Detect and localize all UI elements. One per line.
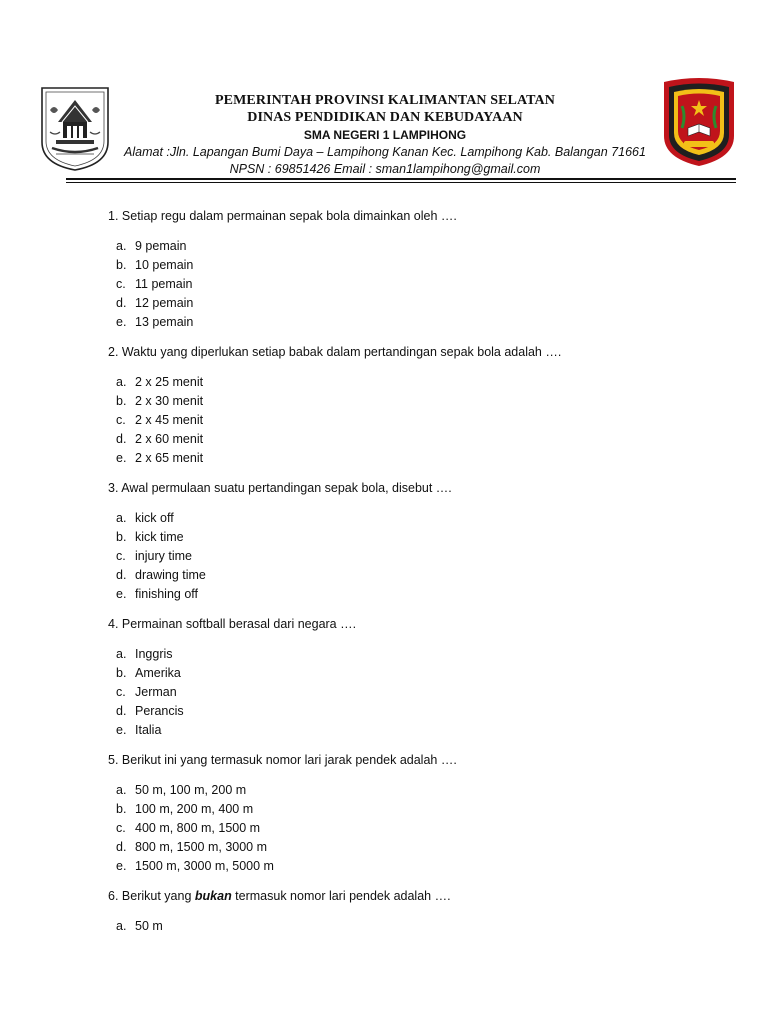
option-text: finishing off (135, 587, 199, 601)
school-emblem-icon (662, 76, 736, 168)
option-letter: a. (116, 375, 127, 389)
option-text: 1500 m, 3000 m, 5000 m (135, 859, 274, 873)
option-item (116, 509, 728, 528)
option-letter: c. (116, 277, 126, 291)
option-letter: d. (116, 296, 127, 310)
option-list (116, 645, 728, 740)
option-letter: b. (116, 666, 127, 680)
option-text: 2 x 60 menit (135, 432, 204, 446)
option-text: 9 pemain (135, 239, 187, 253)
option-letter: c. (116, 413, 126, 427)
question-6 (108, 887, 728, 936)
option-letter: b. (116, 258, 127, 272)
option-letter: e. (116, 859, 127, 873)
question-stem: Berikut ini yang termasuk nomor lari jarak pendek adalah …. (121, 753, 457, 767)
question-stem-start: Berikut yang (121, 889, 195, 903)
letterhead-department: DINAS PENDIDIKAN DAN KEBUDAYAAN (247, 110, 523, 125)
option-letter: a. (116, 511, 127, 525)
question-stem: Setiap regu dalam permainan sepak bola dimainkan oleh …. (121, 209, 457, 223)
option-text: Amerika (135, 666, 181, 680)
option-letter: e. (116, 587, 127, 601)
option-text: 50 m, 100 m, 200 m (135, 783, 247, 797)
option-item (116, 702, 728, 721)
option-letter: d. (116, 568, 127, 582)
option-text: 12 pemain (135, 296, 194, 310)
letterhead-divider-thick (66, 178, 736, 180)
option-item (116, 819, 728, 838)
option-item (116, 547, 728, 566)
question-number: 1. (108, 209, 119, 223)
letterhead-government: PEMERINTAH PROVINSI KALIMANTAN SELATAN (215, 93, 555, 108)
option-letter: d. (116, 840, 127, 854)
letterhead-contact: NPSN : 69851426 Email : sman1lampihong@gmail.com (229, 162, 541, 176)
option-list (116, 237, 728, 332)
option-list (116, 781, 728, 876)
question-number: 3. (108, 481, 119, 495)
question-3 (108, 479, 728, 604)
option-text: 50 m (135, 919, 163, 933)
option-text: Italia (135, 723, 162, 737)
option-text: 100 m, 200 m, 400 m (135, 802, 254, 816)
question-text (108, 207, 728, 225)
option-text: Perancis (135, 704, 184, 718)
option-letter: c. (116, 821, 126, 835)
question-stem: Permainan softball berasal dari negara …. (121, 617, 357, 631)
option-letter: a. (116, 783, 127, 797)
question-1 (108, 207, 728, 332)
question-stem-end: termasuk nomor lari pendek adalah …. (231, 889, 451, 903)
option-text: drawing time (135, 568, 206, 582)
question-5 (108, 751, 728, 876)
option-item (116, 838, 728, 857)
option-letter: c. (116, 685, 126, 699)
option-item (116, 917, 728, 936)
option-letter: d. (116, 704, 127, 718)
option-item (116, 449, 728, 468)
option-item (116, 857, 728, 876)
option-list (116, 509, 728, 604)
option-item (116, 430, 728, 449)
option-item (116, 237, 728, 256)
option-item (116, 721, 728, 740)
option-letter: d. (116, 432, 127, 446)
option-text: 2 x 25 menit (135, 375, 204, 389)
option-item (116, 585, 728, 604)
option-item (116, 373, 728, 392)
option-list (116, 373, 728, 468)
option-text: 10 pemain (135, 258, 194, 272)
option-text: 2 x 65 menit (135, 451, 204, 465)
option-item (116, 683, 728, 702)
option-item (116, 800, 728, 819)
option-list (116, 917, 728, 936)
option-item (116, 392, 728, 411)
option-letter: a. (116, 239, 127, 253)
option-text: kick time (135, 530, 184, 544)
question-text (108, 479, 728, 497)
option-item (116, 566, 728, 585)
letterhead-divider-thin (66, 182, 736, 183)
option-letter: b. (116, 802, 127, 816)
option-item (116, 664, 728, 683)
question-text (108, 615, 728, 633)
option-text: 2 x 30 menit (135, 394, 204, 408)
question-2 (108, 343, 728, 468)
option-text: Inggris (135, 647, 173, 661)
option-letter: e. (116, 723, 127, 737)
option-text: 11 pemain (135, 277, 193, 291)
question-stem: Waktu yang diperlukan setiap babak dalam pertandingan sepak bola adalah …. (121, 345, 562, 359)
option-item (116, 294, 728, 313)
letterhead (120, 92, 650, 178)
option-letter: c. (116, 549, 126, 563)
option-item (116, 275, 728, 294)
option-item (116, 313, 728, 332)
option-item (116, 411, 728, 430)
question-text (108, 343, 728, 361)
option-text: injury time (135, 549, 192, 563)
option-letter: b. (116, 394, 127, 408)
letterhead-address: Alamat :Jln. Lapangan Bumi Daya – Lampihong Kanan Kec. Lampihong Kab. Balangan 71661 (124, 145, 646, 159)
option-text: 13 pemain (135, 315, 194, 329)
option-text: 2 x 45 menit (135, 413, 204, 427)
option-letter: b. (116, 530, 127, 544)
option-text: Jerman (135, 685, 177, 699)
question-list (108, 207, 728, 947)
option-text: kick off (135, 511, 174, 525)
question-4 (108, 615, 728, 740)
option-text: 800 m, 1500 m, 3000 m (135, 840, 268, 854)
question-text (108, 751, 728, 769)
question-number: 6. (108, 889, 119, 903)
option-item (116, 528, 728, 547)
question-number: 5. (108, 753, 119, 767)
option-item (116, 781, 728, 800)
letterhead-school-name: SMA NEGERI 1 LAMPIHONG (303, 128, 467, 142)
provincial-coat-of-arms-icon (38, 82, 112, 172)
option-letter: e. (116, 451, 127, 465)
option-letter: a. (116, 919, 127, 933)
question-stem: Awal permulaan suatu pertandingan sepak bola, disebut …. (121, 481, 452, 495)
option-letter: a. (116, 647, 127, 661)
option-item (116, 645, 728, 664)
option-text: 400 m, 800 m, 1500 m (135, 821, 261, 835)
question-text (108, 887, 728, 905)
question-number: 4. (108, 617, 119, 631)
question-number: 2. (108, 345, 119, 359)
question-stem-emphasis: bukan (194, 889, 232, 903)
option-letter: e. (116, 315, 127, 329)
option-item (116, 256, 728, 275)
